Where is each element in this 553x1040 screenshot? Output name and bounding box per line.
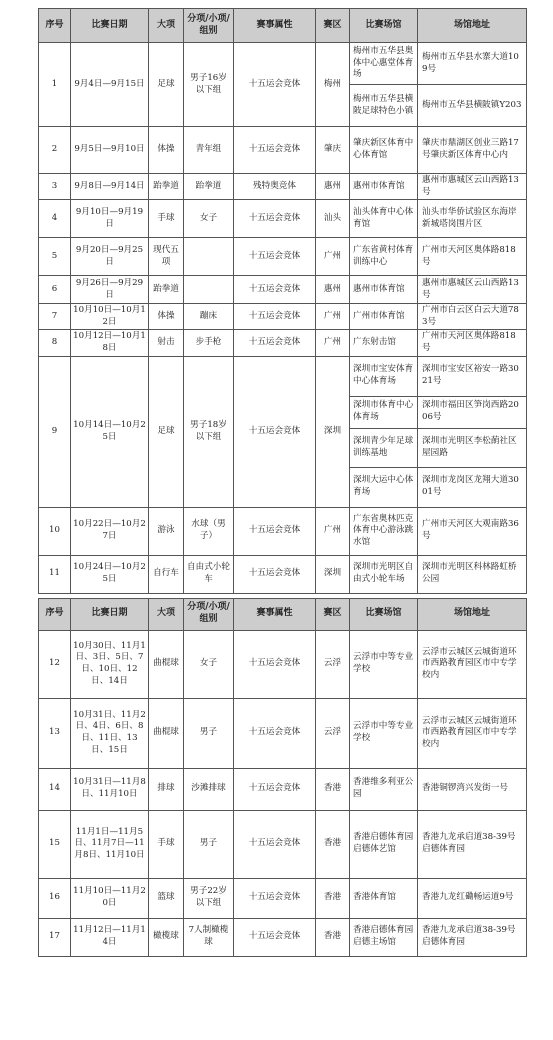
- table-row: [39, 304, 527, 330]
- cell-address: 香港九龙承启道38-39号启德体育园: [418, 810, 527, 878]
- col-header-group: 分项/小项/组别: [184, 9, 234, 43]
- cell-address: 香港九龙红磡畅运道9号: [418, 878, 527, 918]
- col-header-venue: 比赛场馆: [350, 9, 418, 43]
- cell-attr: 十五运会竞体: [234, 630, 316, 698]
- cell-address: 梅州市五华县水寨大道109号: [418, 43, 527, 85]
- cell-region: 深圳: [316, 356, 350, 507]
- table-row: [39, 174, 527, 200]
- cell-sport: 自行车: [149, 555, 184, 593]
- cell-attr: 十五运会竞体: [234, 200, 316, 238]
- cell-date: 10月24日—10月25日: [71, 555, 149, 593]
- cell-address: 梅州市五华县横陂镇Y203: [418, 85, 527, 127]
- cell-date: 10月31日—11月8日、11月10日: [71, 768, 149, 810]
- cell-venue: 梅州市五华县横陂足球特色小镇: [350, 85, 418, 127]
- cell-date: 9月10日—9月19日: [71, 200, 149, 238]
- cell-date: 10月22日—10月27日: [71, 507, 149, 555]
- cell-group: 男子: [184, 698, 234, 768]
- table-row: [39, 356, 527, 396]
- cell-venue: 惠州市体育馆: [350, 276, 418, 304]
- col-header-sport: 大项: [149, 9, 184, 43]
- cell-sport: 手球: [149, 200, 184, 238]
- schedule-table-2: [38, 598, 527, 957]
- cell-venue: 惠州市体育馆: [350, 174, 418, 200]
- cell-venue: 广东省黄村体育训练中心: [350, 238, 418, 276]
- cell-group: [184, 238, 234, 276]
- cell-address: 惠州市惠城区云山西路13号: [418, 174, 527, 200]
- cell-no: 3: [39, 174, 71, 200]
- col-header-address: 场馆地址: [418, 598, 527, 630]
- table-row: [39, 238, 527, 276]
- cell-venue: 梅州市五华县奥体中心惠堂体育场: [350, 43, 418, 85]
- cell-address: 广州市天河区奥体路818号: [418, 330, 527, 356]
- cell-no: 12: [39, 630, 71, 698]
- table-row: [39, 200, 527, 238]
- cell-address: 肇庆市鼎湖区创业三路17号肇庆新区体育中心内: [418, 127, 527, 174]
- cell-date: 9月4日—9月15日: [71, 43, 149, 127]
- cell-attr: 十五运会竞体: [234, 127, 316, 174]
- cell-date: 9月26日—9月29日: [71, 276, 149, 304]
- cell-sport: 曲棍球: [149, 630, 184, 698]
- table-row: [39, 878, 527, 918]
- cell-region: 深圳: [316, 555, 350, 593]
- cell-no: 15: [39, 810, 71, 878]
- cell-no: 8: [39, 330, 71, 356]
- cell-address: 香港铜锣湾兴发街一号: [418, 768, 527, 810]
- cell-group: 男子22岁以下组: [184, 878, 234, 918]
- cell-date: 10月12日—10月18日: [71, 330, 149, 356]
- cell-address: 云浮市云城区云城街道环市西路教育园区市中专学校内: [418, 698, 527, 768]
- cell-region: 云浮: [316, 630, 350, 698]
- cell-date: 9月20日—9月25日: [71, 238, 149, 276]
- cell-address: 汕头市华侨试验区东海岸新城塔岗围片区: [418, 200, 527, 238]
- table-row: [39, 630, 527, 698]
- cell-attr: 十五运会竞体: [234, 918, 316, 956]
- cell-attr: 十五运会竞体: [234, 507, 316, 555]
- cell-group: 水球（男子）: [184, 507, 234, 555]
- cell-no: 14: [39, 768, 71, 810]
- cell-group: 男子16岁以下组: [184, 43, 234, 127]
- cell-no: 4: [39, 200, 71, 238]
- cell-address: 广州市白云区白云大道783号: [418, 304, 527, 330]
- cell-date: 9月5日—9月10日: [71, 127, 149, 174]
- cell-no: 6: [39, 276, 71, 304]
- cell-no: 1: [39, 43, 71, 127]
- cell-sport: 足球: [149, 356, 184, 507]
- cell-region: 香港: [316, 810, 350, 878]
- cell-attr: 十五运会竞体: [234, 304, 316, 330]
- cell-venue: 深圳市光明区自由式小轮车场: [350, 555, 418, 593]
- cell-group: 自由式小轮车: [184, 555, 234, 593]
- cell-region: 梅州: [316, 43, 350, 127]
- cell-address: 深圳市福田区笋岗西路2006号: [418, 396, 527, 428]
- cell-no: 2: [39, 127, 71, 174]
- cell-address: 深圳市宝安区裕安一路3021号: [418, 356, 527, 396]
- cell-sport: 篮球: [149, 878, 184, 918]
- cell-group: 女子: [184, 200, 234, 238]
- cell-sport: 跆拳道: [149, 174, 184, 200]
- cell-venue: 香港启德体育园启德主场馆: [350, 918, 418, 956]
- cell-address: 深圳市光明区李松蓢社区屋园路: [418, 428, 527, 467]
- cell-attr: 十五运会竞体: [234, 878, 316, 918]
- cell-sport: 曲棍球: [149, 698, 184, 768]
- cell-group: 跆拳道: [184, 174, 234, 200]
- cell-address: 香港九龙承启道38-39号启德体育园: [418, 918, 527, 956]
- cell-group: 沙滩排球: [184, 768, 234, 810]
- table-row: [39, 698, 527, 768]
- col-header-no: 序号: [39, 598, 71, 630]
- cell-date: 10月30日、11月1日、3日、5日、7日、10日、12日、14日: [71, 630, 149, 698]
- col-header-sport: 大项: [149, 598, 184, 630]
- col-header-address: 场馆地址: [418, 9, 527, 43]
- cell-group: 青年组: [184, 127, 234, 174]
- cell-venue: 广东射击馆: [350, 330, 418, 356]
- table-header: [39, 9, 527, 43]
- cell-region: 广州: [316, 330, 350, 356]
- schedule-page: [38, 8, 526, 957]
- cell-venue: 云浮市中等专业学校: [350, 630, 418, 698]
- cell-venue: 香港启德体育园启德体艺馆: [350, 810, 418, 878]
- cell-attr: 十五运会竞体: [234, 330, 316, 356]
- cell-region: 惠州: [316, 276, 350, 304]
- cell-sport: 现代五项: [149, 238, 184, 276]
- cell-attr: 十五运会竞体: [234, 238, 316, 276]
- cell-address: 深圳市龙岗区龙翔大道3001号: [418, 467, 527, 507]
- cell-sport: 射击: [149, 330, 184, 356]
- cell-region: 云浮: [316, 698, 350, 768]
- cell-attr: 残特奥竞体: [234, 174, 316, 200]
- col-header-group: 分项/小项/组别: [184, 598, 234, 630]
- table-row: [39, 555, 527, 593]
- cell-region: 汕头: [316, 200, 350, 238]
- cell-group: 步手枪: [184, 330, 234, 356]
- col-header-attr: 赛事属性: [234, 9, 316, 43]
- table-row: [39, 330, 527, 356]
- cell-no: 10: [39, 507, 71, 555]
- cell-date: 10月31日、11月2日、4日、6日、8日、11日、13日、15日: [71, 698, 149, 768]
- schedule-table-1: [38, 8, 527, 594]
- col-header-date: 比赛日期: [71, 9, 149, 43]
- cell-venue: 深圳市体育中心体育场: [350, 396, 418, 428]
- cell-no: 11: [39, 555, 71, 593]
- col-header-no: 序号: [39, 9, 71, 43]
- cell-group: 男子: [184, 810, 234, 878]
- col-header-region: 赛区: [316, 9, 350, 43]
- cell-date: 10月14日—10月25日: [71, 356, 149, 507]
- cell-address: 深圳市光明区科林路虹桥公园: [418, 555, 527, 593]
- cell-venue: 深圳青少年足球训练基地: [350, 428, 418, 467]
- cell-venue: 云浮市中等专业学校: [350, 698, 418, 768]
- cell-sport: 橄榄球: [149, 918, 184, 956]
- cell-no: 17: [39, 918, 71, 956]
- cell-group: 7人制橄榄球: [184, 918, 234, 956]
- table-row: [39, 43, 527, 85]
- cell-no: 7: [39, 304, 71, 330]
- cell-venue: 香港维多利亚公园: [350, 768, 418, 810]
- cell-attr: 十五运会竞体: [234, 555, 316, 593]
- cell-group: 男子18岁以下组: [184, 356, 234, 507]
- cell-no: 5: [39, 238, 71, 276]
- cell-sport: 体操: [149, 127, 184, 174]
- cell-region: 广州: [316, 507, 350, 555]
- cell-sport: 跆拳道: [149, 276, 184, 304]
- cell-group: 女子: [184, 630, 234, 698]
- cell-date: 11月12日—11月14日: [71, 918, 149, 956]
- table-header: [39, 598, 527, 630]
- cell-date: 11月10日—11月20日: [71, 878, 149, 918]
- cell-date: 10月10日—10月12日: [71, 304, 149, 330]
- cell-attr: 十五运会竞体: [234, 698, 316, 768]
- table-body: [39, 630, 527, 956]
- col-header-venue: 比赛场馆: [350, 598, 418, 630]
- cell-region: 广州: [316, 304, 350, 330]
- cell-region: 香港: [316, 878, 350, 918]
- cell-no: 13: [39, 698, 71, 768]
- col-header-attr: 赛事属性: [234, 598, 316, 630]
- cell-region: 广州: [316, 238, 350, 276]
- cell-no: 9: [39, 356, 71, 507]
- cell-venue: 肇庆新区体育中心体育馆: [350, 127, 418, 174]
- cell-group: 蹦床: [184, 304, 234, 330]
- cell-attr: 十五运会竞体: [234, 356, 316, 507]
- col-header-region: 赛区: [316, 598, 350, 630]
- cell-address: 广州市天河区奥体路818号: [418, 238, 527, 276]
- cell-venue: 汕头体育中心体育馆: [350, 200, 418, 238]
- cell-sport: 手球: [149, 810, 184, 878]
- cell-venue: 广州市体育馆: [350, 304, 418, 330]
- cell-region: 肇庆: [316, 127, 350, 174]
- cell-address: 云浮市云城区云城街道环市西路教育园区市中专学校内: [418, 630, 527, 698]
- table-row: [39, 127, 527, 174]
- cell-venue: 香港体育馆: [350, 878, 418, 918]
- cell-venue: 广东省奥林匹克体育中心游泳跳水馆: [350, 507, 418, 555]
- col-header-date: 比赛日期: [71, 598, 149, 630]
- cell-attr: 十五运会竞体: [234, 810, 316, 878]
- cell-venue: 深圳大运中心体育场: [350, 467, 418, 507]
- table-row: [39, 276, 527, 304]
- cell-sport: 排球: [149, 768, 184, 810]
- table-row: [39, 768, 527, 810]
- cell-sport: 足球: [149, 43, 184, 127]
- cell-sport: 体操: [149, 304, 184, 330]
- table-row: [39, 918, 527, 956]
- table-row: [39, 810, 527, 878]
- cell-no: 16: [39, 878, 71, 918]
- cell-group: [184, 276, 234, 304]
- cell-region: 惠州: [316, 174, 350, 200]
- cell-address: 广州市天河区大观南路36号: [418, 507, 527, 555]
- cell-venue: 深圳市宝安体育中心体育场: [350, 356, 418, 396]
- cell-region: 香港: [316, 768, 350, 810]
- cell-date: 11月1日—11月5日、11月7日—11月8日、11月10日: [71, 810, 149, 878]
- cell-sport: 游泳: [149, 507, 184, 555]
- cell-attr: 十五运会竞体: [234, 276, 316, 304]
- cell-address: 惠州市惠城区云山西路13号: [418, 276, 527, 304]
- cell-date: 9月8日—9月14日: [71, 174, 149, 200]
- cell-region: 香港: [316, 918, 350, 956]
- table-row: [39, 507, 527, 555]
- cell-attr: 十五运会竞体: [234, 768, 316, 810]
- cell-attr: 十五运会竞体: [234, 43, 316, 127]
- table-body: [39, 43, 527, 594]
